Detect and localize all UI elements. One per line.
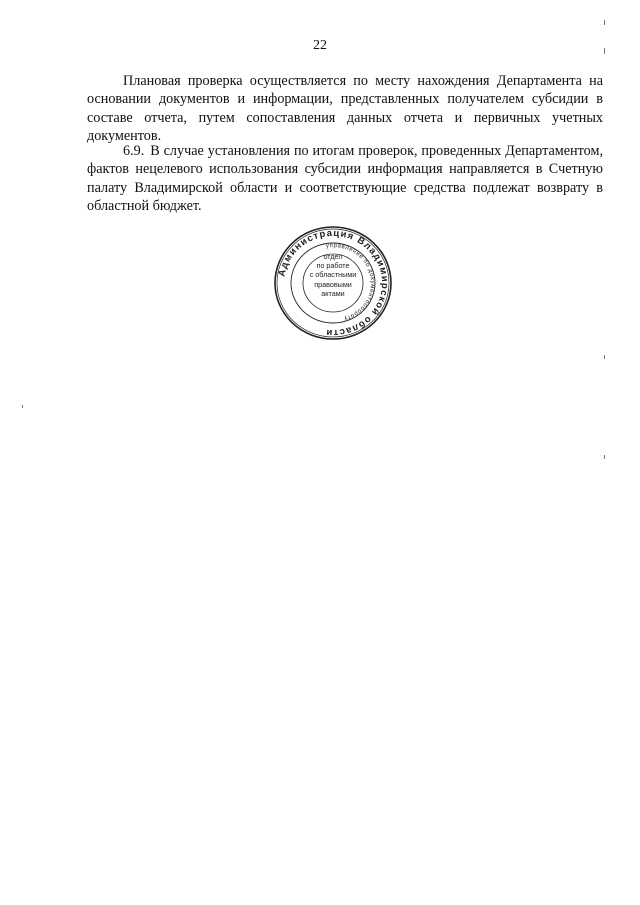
official-stamp: [272, 224, 394, 342]
stamp-center-text: отдел по работе с областными правовыми актами: [309, 252, 357, 298]
scan-speck: [604, 355, 605, 359]
paragraph-planned-inspection: Плановая проверка осуществляется по месту нахождения Департамента на основании документов и информации, представленных получателем субсидии в составе отчета, путем сопоставления данных отчета и первичных учетных документов.: [87, 73, 603, 145]
scan-speck: [22, 405, 23, 408]
scan-speck: [604, 20, 605, 25]
stamp-outer-text: Администрация Владимирской области: [276, 227, 391, 339]
paragraph-number: 6.9.: [123, 143, 145, 159]
stamp-inner-text: управление по документообороту: [325, 242, 376, 322]
paragraph-6-9: 6.9. В случае установления по итогам проверок, проведенных Департаментом, фактов нецелевого использования субсидии информация направляется в Счетную палату Владимирской области и соответствующие средства подлежат возврату в областной бюджет.: [87, 143, 603, 215]
scan-speck: [604, 455, 605, 459]
page-number: 22: [313, 38, 327, 53]
scan-speck: [604, 48, 605, 54]
